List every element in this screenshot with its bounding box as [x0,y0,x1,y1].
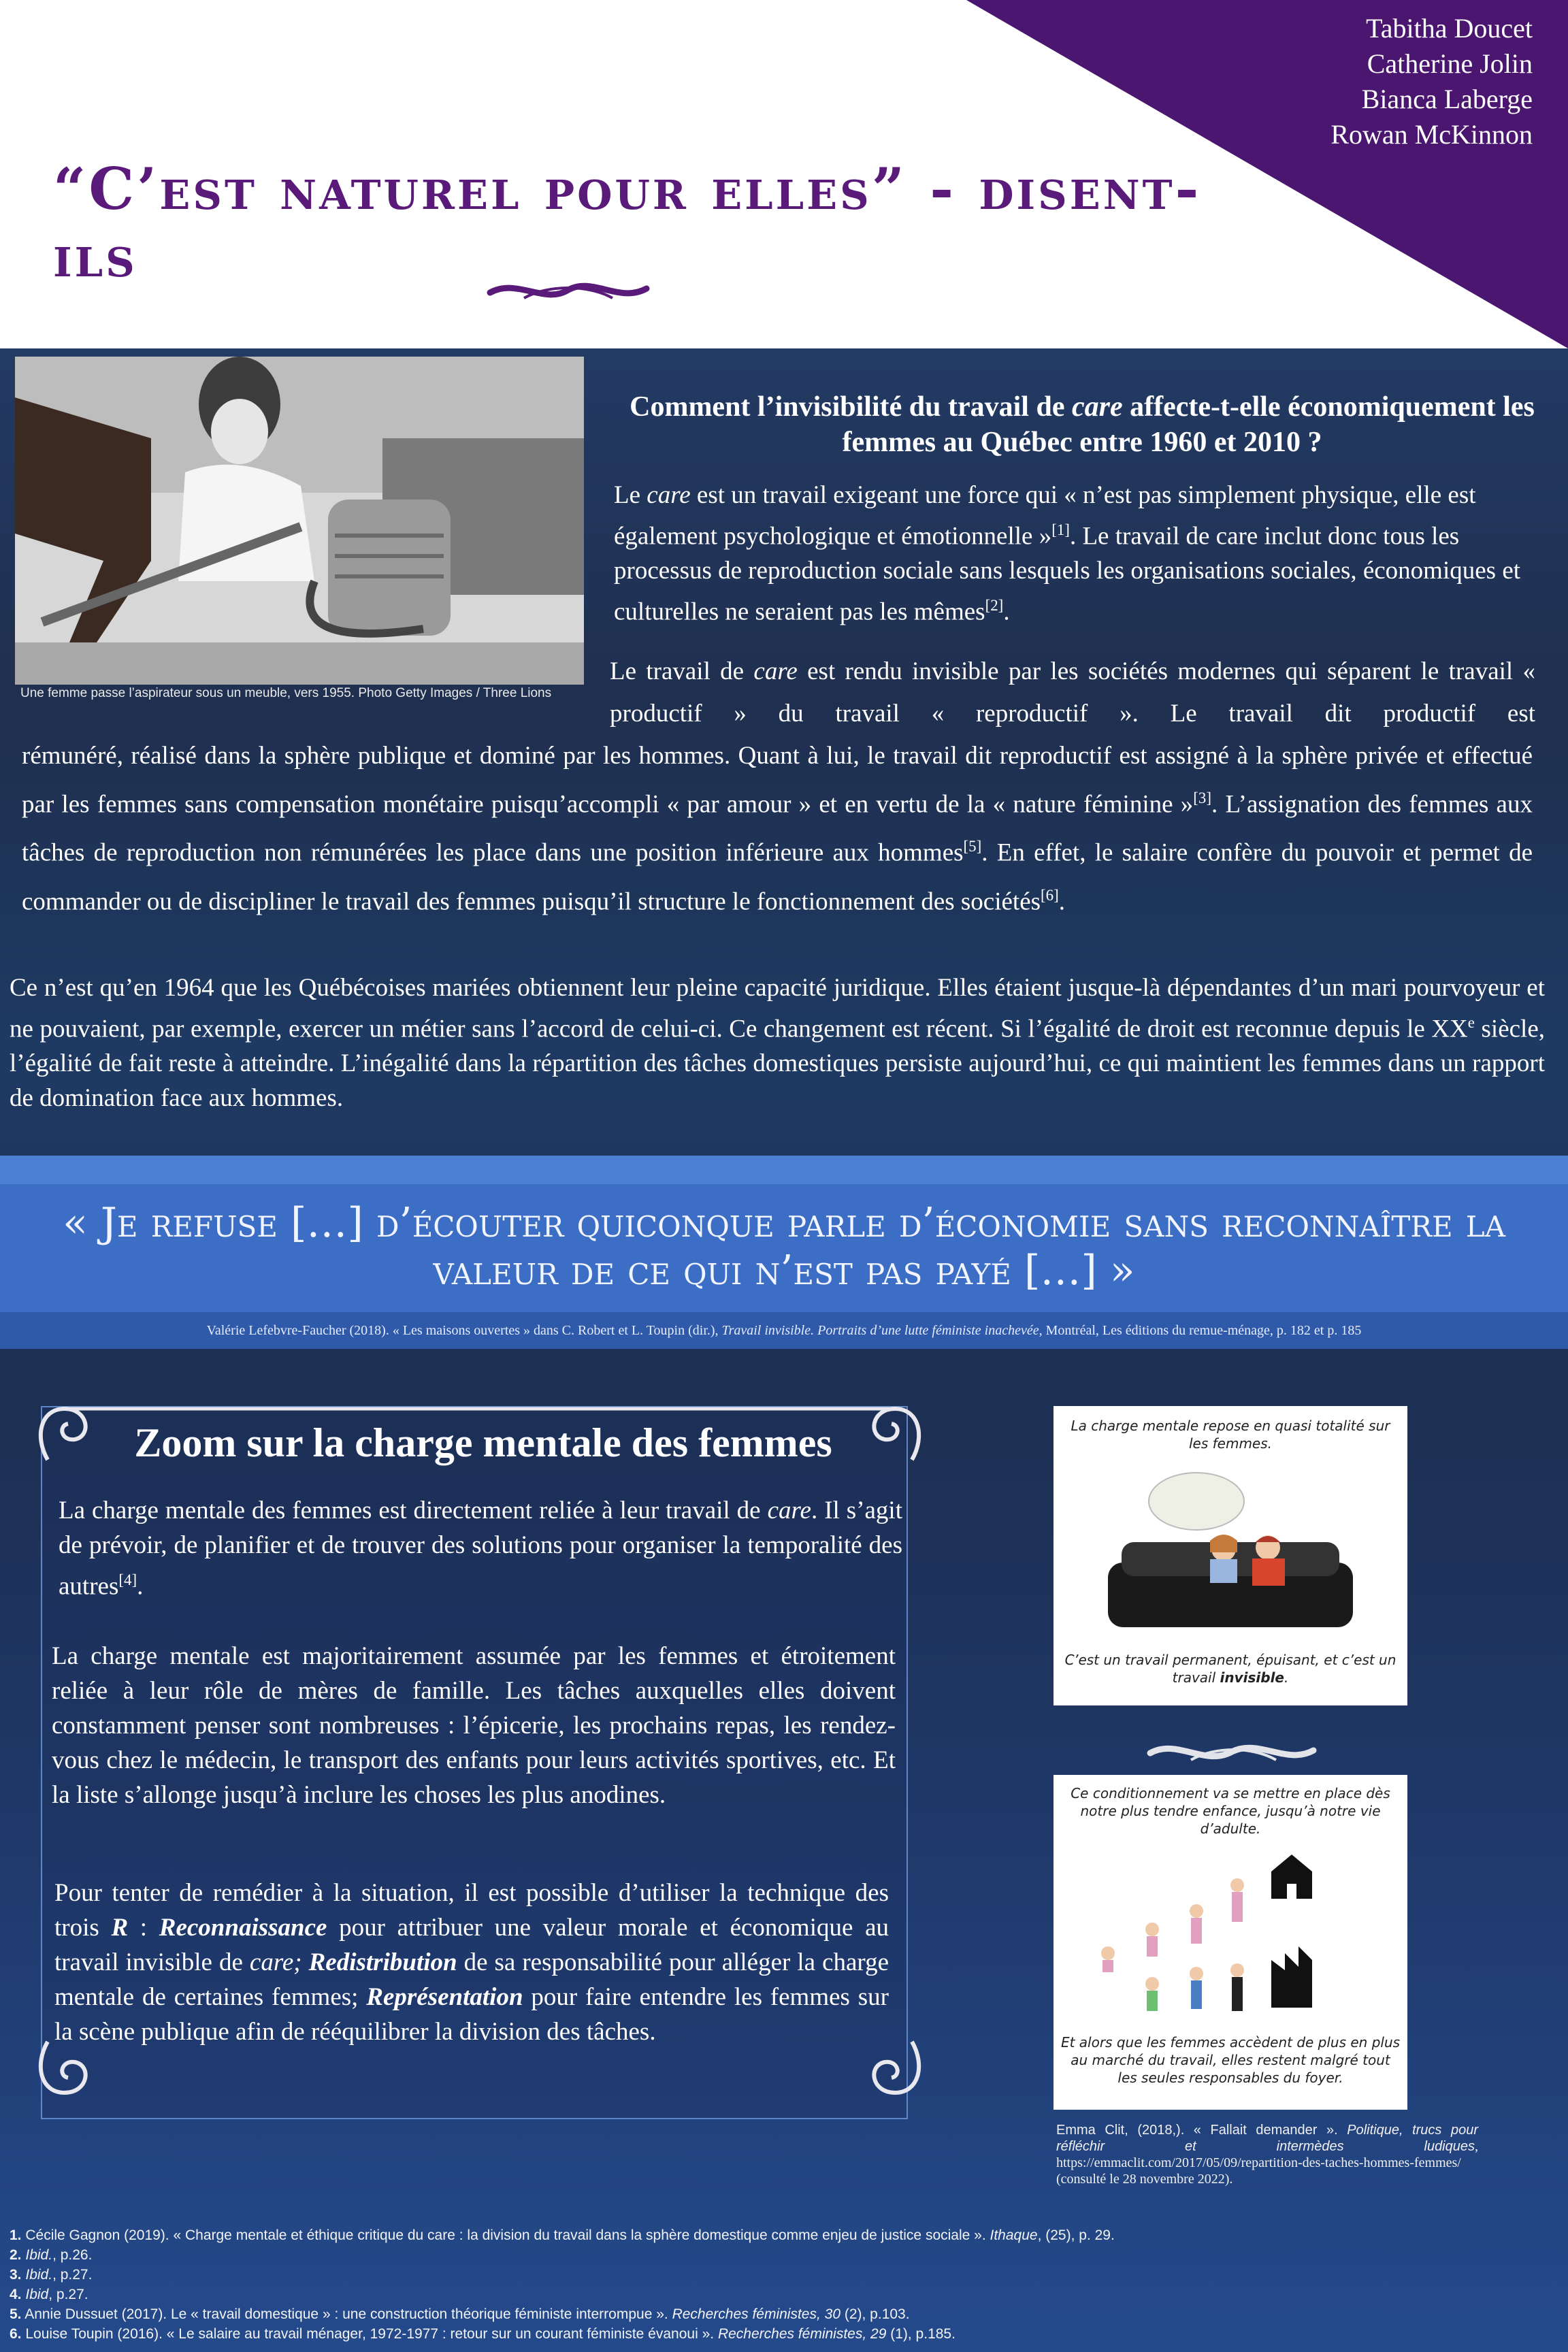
quote-text: « Je refuse […] d’écouter quiconque parle d’économie sans reconnaître la valeur de ce qui n’est pas payé […] » [63,1199,1505,1294]
comic-panel-2 [1054,1775,1407,2110]
invisible-work-paragraph-rest: rémunéré, réalisé dans la sphère publique et dominé par les hommes. Quant à lui, le travail dit reproductif est assigné à la sphère privée et effectué par les femmes sans compensation monétaire puisqu’accompli « par amour » et en vertu de la « nature féminine »[3]. L’assignation des femmes aux tâches de reproduction non rémunérées les place dans une position inférieure aux hommes[5]. En effet, le salaire confère du pouvoir et permet de commander ou de discipliner le travail des femmes puisqu’il structure le fonctionnement des sociétés[6]. [22,742,1533,915]
reference-4: 4. Ibid, p.27. [10,2287,88,2302]
vacuum-photo [15,357,584,685]
reference-6: 6. Louise Toupin (2016). « Le salaire au travail ménager, 1972-1977 : retour sur un courant féministe évanoui ». Recherches féministes, 29 (1), p.185. [10,2326,956,2342]
comic-credit: Emma Clit, (2018,). « Fallait demander ». Politique, trucs pour réfléchir et intermèdes ludiques, https://emmaclit.com/2017/05/09/repartition-des-taches-hommes-femmes/ (consulté le 28 novembre 2022). [1056,2123,1479,2187]
author-2: Catherine Jolin [1367,48,1533,79]
reference-1: 1. Cécile Gagnon (2019). « Charge mentale et éthique critique du care : la division du travail dans la sphère domestique comme enjeu de justice sociale ». Ithaque, (25), p. 29. [10,2227,1115,2243]
three-r-paragraph: Pour tenter de remédier à la situation, il est possible d’utiliser la technique des trois R : Reconnaissance pour attribuer une valeur morale et économique au travail invisible de care; Redistribution de sa responsabilité pour alléger la charge mentale de certaines femmes; Représentation pour faire entendre les femmes sur la scène publique afin de rééquilibrer la division des tâches. [54,1879,889,2046]
comic-2-bottom-text: Et alors que les femmes accèdent de plus en plus au marché du travail, elles restent malgré tout les seules responsables du foyer. [1060,2034,1401,2086]
authors [1260,11,1533,152]
title-flourish [483,271,653,312]
divider-flourish [1143,1733,1320,1774]
couch-illustration [1094,1467,1367,1637]
invisible-work-paragraph-start: Le travail de care est rendu invisible par les sociétés modernes qui séparent le travail « productif » du travail « reproductif ». Le travail dit productif est [610,657,1536,728]
author-3: Bianca Laberge [1361,84,1533,114]
mental-load-paragraph-2: La charge mentale est majoritairement assumée par les femmes et étroitement reliée à leur rôle de mères de famille. Les tâches auxquelles elles doivent constamment penser sont nombreuses : l’épicerie, les prochains repas, les rendez-vous chez le médecin, le transport des enfants pour leurs activités sportives, etc. Et la liste s’allonge jusqu’à inclure les choses les plus anodines. [52,1642,896,1809]
research-question: Comment l’invisibilité du travail de care affecte-t-elle économiquement les femmes au Québec entre 1960 et 2010 ? [630,391,1535,458]
poster-title: “C’est naturel pour elles” - disent-ils [53,155,1202,290]
reference-3: 3. Ibid., p.27. [10,2267,93,2283]
photo-caption: Une femme passe l’aspirateur sous un meuble, vers 1955. Photo Getty Images / Three Lions [20,686,552,700]
comic-panel-1 [1054,1406,1407,1705]
author-4: Rowan McKinnon [1330,119,1533,150]
children-growing-illustration [1094,1851,1367,2021]
mental-load-title: Zoom sur la charge mentale des femmes [134,1420,832,1465]
reference-2: 2. Ibid., p.26. [10,2247,93,2263]
legal-capacity-paragraph: Ce n’est qu’en 1964 que les Québécoises mariées obtiennent leur pleine capacité juridique. Elles étaient jusque-là dépendantes d’un mari pourvoyeur et ne pouvaient, par exemple, exercer un métier sans l’accord de celui-ci. Ce changement est récent. Si l’égalité de droit est reconnue depuis le XXe siècle, l’égalité de fait reste à atteindre. L’inégalité dans la répartition des tâches domestiques persiste aujourd’hui, ce qui maintient les femmes dans un rapport de domination face aux hommes. [10,974,1545,1113]
author-1: Tabitha Doucet [1366,13,1533,44]
vacuum-photo-illustration [15,357,584,685]
mental-load-paragraph-1: La charge mentale des femmes est directement reliée à leur travail de care. Il s’agit de prévoir, de planifier et de trouver des solutions pour organiser la temporalité des autres[4]. [59,1497,902,1601]
quote-band-top [0,1156,1568,1184]
reference-5: 5. Annie Dussuet (2017). Le « travail domestique » : une construction théorique féministe interrompue ». Recherches féministes, 30 (2), p.103. [10,2306,910,2322]
quote-source: Valérie Lefebvre-Faucher (2018). « Les maisons ouvertes » dans C. Robert et L. Toupin (dir.), Travail invisible. Portraits d’une lutte féministe inachevée, Montréal, Les éditions du remue-ménage, p. 182 et p. 185 [206,1323,1362,1338]
references [10,2225,1554,2344]
comic-1-top-text: La charge mentale repose en quasi totalité sur les femmes. [1071,1418,1390,1452]
comic-2-top-text: Ce conditionnement va se mettre en place dès notre plus tendre enfance, jusqu’à notre vie d’adulte. [1071,1785,1390,1837]
care-definition-paragraph: Le care est un travail exigeant une force qui « n’est pas simplement physique, elle est également psychologique et émotionnelle »[1]. Le travail de care inclut donc tous les processus de reproduction sociale sans lesquels les organisations sociales, économiques et culturelles ne seraient pas les mêmes[2]. [614,481,1521,626]
comic-1-bottom-text: C’est un travail permanent, épuisant, et c’est un travail invisible. [1064,1652,1396,1686]
